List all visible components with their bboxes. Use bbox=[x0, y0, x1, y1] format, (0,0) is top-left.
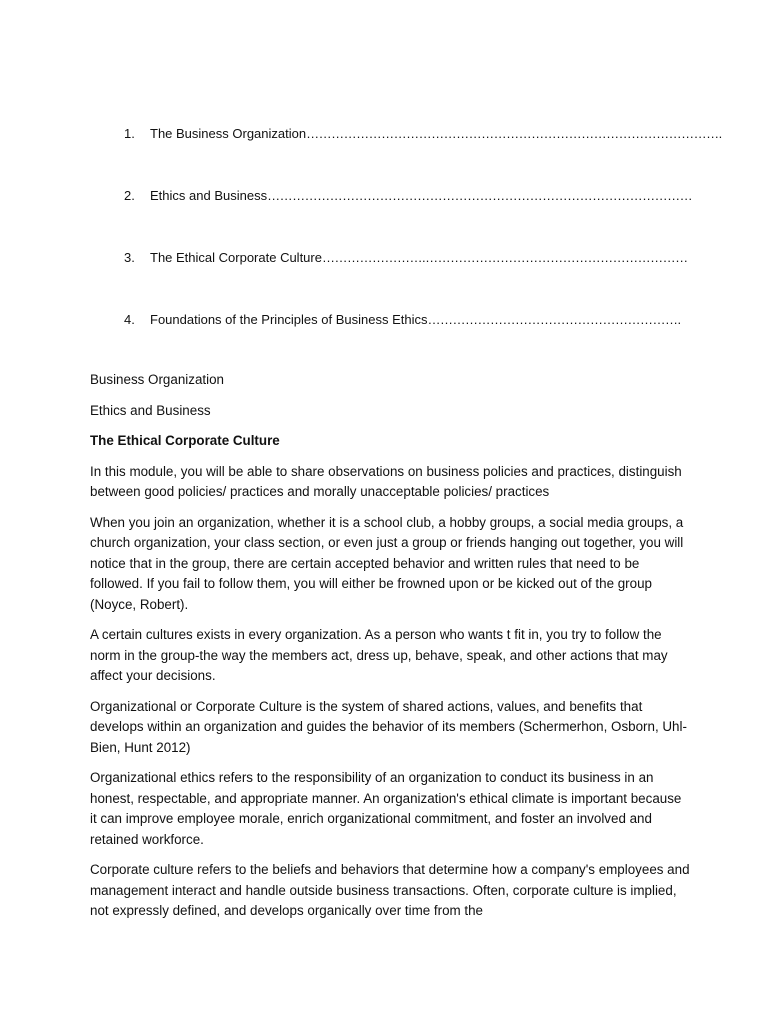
section-heading-ethics-and-business: Ethics and Business bbox=[90, 402, 211, 418]
section-heading-business-organization: Business Organization bbox=[90, 372, 224, 387]
toc-item-leader: ……………………………………………………. bbox=[427, 312, 681, 327]
section-heading-ethical-corporate-culture: The Ethical Corporate Culture bbox=[90, 433, 280, 448]
document-body bbox=[90, 370, 690, 932]
toc-item-number: 2. bbox=[124, 188, 135, 203]
paragraph: A certain cultures exists in every organization. As a person who wants t fit in, you try to follow the norm in the group-the way the members act, dress up, behave, speak, and other actions that may affect your decisions. bbox=[90, 627, 668, 683]
toc-item-1 bbox=[124, 125, 722, 142]
paragraph: Organizational ethics refers to the responsibility of an organization to conduct its business in an honest, respectable, and appropriate manner. An organization's ethical climate is important because it can improve employee morale, enrich organizational commitment, and foster an involved and retained workforce. bbox=[90, 770, 682, 847]
toc-item-number: 3. bbox=[124, 250, 135, 265]
paragraph: In this module, you will be able to share observations on business policies and practices, distinguish between good policies/ practices and morally unacceptable policies/ practices bbox=[90, 463, 682, 499]
toc-item-number: 1. bbox=[124, 126, 135, 141]
toc-item-title: Foundations of the Principles of Business Ethics bbox=[150, 312, 428, 327]
toc-item-leader: …………………….……………………………………………………… bbox=[321, 250, 688, 265]
toc-item-3 bbox=[124, 249, 688, 266]
toc-item-number: 4. bbox=[124, 312, 135, 327]
toc-item-title: The Ethical Corporate Culture bbox=[150, 250, 322, 265]
toc-item-leader: ………………………………………………………………………………………. bbox=[306, 126, 722, 141]
paragraph: Corporate culture refers to the beliefs and behaviors that determine how a company's employees and management interact and handle outside business transactions. Often, corporate culture is implied, not expressly defined, and develops organically over time from the bbox=[90, 862, 690, 918]
toc-item-4 bbox=[124, 311, 681, 328]
toc-item-2 bbox=[124, 187, 692, 204]
toc-item-title: Ethics and Business bbox=[150, 188, 268, 203]
paragraph: Organizational or Corporate Culture is the system of shared actions, values, and benefits that develops within an organization and guides the behavior of its members (Schermerhon, Osborn, Uhl-Bien, Hunt 2012) bbox=[90, 698, 687, 755]
toc-item-title: The Business Organization bbox=[150, 126, 307, 141]
toc-item-leader: ………………………………………………………………………………………… bbox=[267, 188, 693, 203]
paragraph: When you join an organization, whether it is a school club, a hobby groups, a social media groups, a church organization, your class section, or even just a group or friends hanging out together, you will notice that in the group, there are certain accepted behavior and written rules that need to be followed. If you fail to follow them, you will either be frowned upon or be kicked out of the group (Noyce, Robert). bbox=[90, 514, 684, 612]
